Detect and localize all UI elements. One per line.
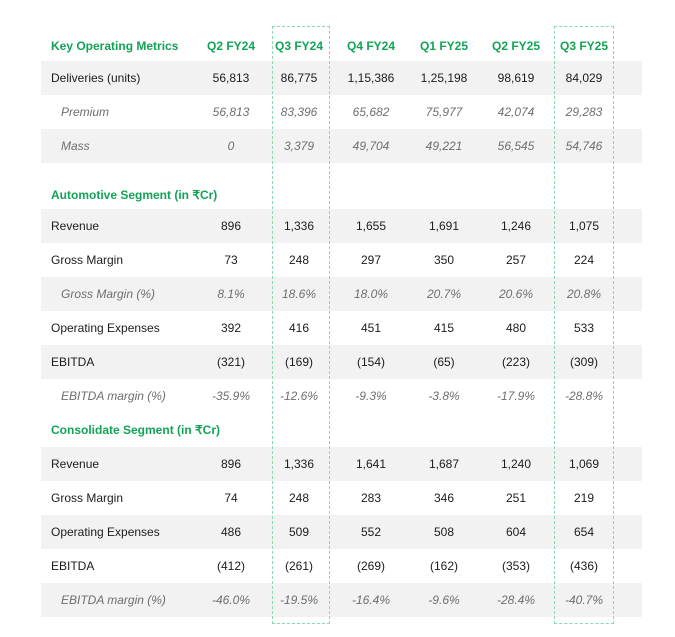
cell-value: -16.4%: [351, 593, 391, 607]
cell-value: 18.0%: [353, 287, 389, 301]
row-label: Gross Margin (%): [61, 287, 156, 301]
cell-value: 56,545: [497, 139, 535, 153]
table-row: [41, 311, 642, 345]
section-title: Automotive Segment (in ₹Cr): [51, 187, 218, 202]
cell-value: -40.7%: [564, 593, 604, 607]
cell-value: -9.3%: [355, 389, 387, 403]
row-label: Gross Margin: [51, 491, 124, 505]
table-row: [41, 379, 642, 413]
row-label: EBITDA margin (%): [61, 593, 166, 607]
column-header: Q2 FY25: [491, 38, 541, 53]
cell-value: 251: [505, 491, 527, 505]
cell-value: 3,379: [283, 139, 315, 153]
cell-value: 896: [220, 219, 242, 233]
cell-value: 75,977: [425, 105, 463, 119]
cell-value: 508: [433, 525, 455, 539]
table-header-row: [41, 30, 642, 61]
cell-value: -35.9%: [211, 389, 251, 403]
cell-value: -28.4%: [496, 593, 536, 607]
cell-value: (261): [284, 559, 313, 573]
cell-value: 509: [288, 525, 310, 539]
cell-value: (353): [501, 559, 530, 573]
cell-value: -46.0%: [211, 593, 251, 607]
cell-value: (436): [569, 559, 598, 573]
row-label: EBITDA: [51, 559, 95, 573]
table-row: [41, 345, 642, 379]
row-label: Operating Expenses: [51, 321, 160, 335]
cell-value: 1,336: [283, 457, 315, 471]
cell-value: 415: [433, 321, 455, 335]
row-label: Mass: [61, 139, 90, 153]
cell-value: 8.1%: [217, 287, 245, 301]
table-row: [41, 209, 642, 243]
cell-value: 54,746: [565, 139, 603, 153]
section-title: Consolidate Segment (in ₹Cr): [51, 423, 220, 437]
table-row: [41, 95, 642, 129]
row-label: Operating Expenses: [51, 525, 160, 539]
row-label: Deliveries (units): [51, 71, 141, 85]
cell-value: 257: [505, 253, 527, 267]
cell-value: 20.6%: [498, 287, 534, 301]
cell-value: 1,641: [355, 457, 387, 471]
metrics-table: [41, 30, 642, 617]
cell-value: (154): [356, 355, 385, 369]
table-row: [41, 447, 642, 481]
cell-value: 1,25,198: [420, 71, 468, 85]
cell-value: -3.8%: [428, 389, 460, 403]
table-row: [41, 61, 642, 95]
cell-value: 392: [220, 321, 242, 335]
cell-value: 42,074: [497, 105, 535, 119]
cell-value: 248: [288, 253, 310, 267]
table-title: Key Operating Metrics: [51, 38, 179, 53]
cell-value: 604: [505, 525, 527, 539]
cell-value: -17.9%: [496, 389, 536, 403]
cell-value: 1,691: [428, 219, 460, 233]
cell-value: 486: [220, 525, 242, 539]
cell-value: 224: [573, 253, 595, 267]
column-header: Q3 FY24: [274, 38, 324, 53]
cell-value: 1,075: [568, 219, 600, 233]
cell-value: 1,687: [428, 457, 460, 471]
cell-value: 0: [227, 139, 235, 153]
section-header-row: [41, 413, 642, 447]
cell-value: 74: [224, 491, 238, 505]
cell-value: (412): [216, 559, 245, 573]
cell-value: 219: [573, 491, 595, 505]
cell-value: (321): [216, 355, 245, 369]
table-wrapper: [41, 30, 642, 617]
cell-value: 480: [505, 321, 527, 335]
cell-value: 56,813: [212, 71, 250, 85]
cell-value: 552: [360, 525, 382, 539]
table-row: [41, 583, 642, 617]
row-label: Premium: [61, 105, 110, 119]
cell-value: 20.7%: [426, 287, 462, 301]
cell-value: 84,029: [565, 71, 603, 85]
cell-value: 98,619: [497, 71, 535, 85]
cell-value: (65): [433, 355, 455, 369]
cell-value: 83,396: [280, 105, 318, 119]
cell-value: 1,15,386: [347, 71, 395, 85]
cell-value: -12.6%: [279, 389, 319, 403]
cell-value: 18.6%: [281, 287, 317, 301]
section-header-row: [41, 180, 642, 209]
cell-value: 1,336: [283, 219, 315, 233]
cell-value: 654: [573, 525, 595, 539]
row-label: EBITDA margin (%): [61, 389, 166, 403]
cell-value: (269): [356, 559, 385, 573]
cell-value: 533: [573, 321, 595, 335]
cell-value: 248: [288, 491, 310, 505]
cell-value: (309): [569, 355, 598, 369]
cell-value: 416: [288, 321, 310, 335]
cell-value: 65,682: [352, 105, 390, 119]
cell-value: 896: [220, 457, 242, 471]
cell-value: -28.8%: [564, 389, 604, 403]
cell-value: (223): [501, 355, 530, 369]
cell-value: 451: [360, 321, 382, 335]
cell-value: 1,240: [500, 457, 532, 471]
cell-value: 297: [360, 253, 382, 267]
cell-value: -9.6%: [428, 593, 460, 607]
column-header: Q2 FY24: [206, 38, 256, 53]
cell-value: 86,775: [280, 71, 318, 85]
cell-value: 350: [433, 253, 455, 267]
row-label: EBITDA: [51, 355, 95, 369]
table-row: [41, 515, 642, 549]
spacer-row: [41, 163, 642, 180]
cell-value: -19.5%: [279, 593, 319, 607]
table-row: [41, 481, 642, 515]
row-label: Gross Margin: [51, 253, 124, 267]
table-row: [41, 129, 642, 163]
cell-value: 56,813: [212, 105, 250, 119]
table-row: [41, 243, 642, 277]
cell-value: 20.8%: [566, 287, 602, 301]
table-row: [41, 549, 642, 583]
column-header: Q3 FY25: [559, 38, 609, 53]
cell-value: 49,704: [352, 139, 390, 153]
column-header: Q4 FY24: [346, 38, 396, 53]
cell-value: 1,655: [355, 219, 387, 233]
column-header: Q1 FY25: [419, 38, 469, 53]
cell-value: 29,283: [565, 105, 603, 119]
cell-value: 283: [360, 491, 382, 505]
row-label: Revenue: [51, 219, 100, 233]
cell-value: 1,246: [500, 219, 532, 233]
cell-value: (162): [429, 559, 458, 573]
cell-value: 346: [433, 491, 455, 505]
row-label: Revenue: [51, 457, 100, 471]
cell-value: (169): [284, 355, 313, 369]
cell-value: 49,221: [425, 139, 463, 153]
table-row: [41, 277, 642, 311]
cell-value: 73: [224, 253, 238, 267]
cell-value: 1,069: [568, 457, 600, 471]
